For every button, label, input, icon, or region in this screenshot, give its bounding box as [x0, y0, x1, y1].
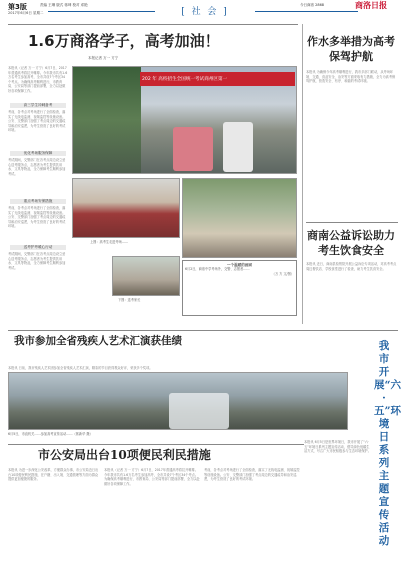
photo-caption-2: 上图：高考生走进考场…… — [90, 240, 129, 244]
headline-rule — [8, 24, 298, 25]
middle-article: 本报讯 日前，我市残疾人艺术团参加全省残疾人艺术汇演，精彩的节目获得观众好评，荣获多个奖项。 — [8, 366, 153, 370]
sidebar-article-1: 本报讯 为确保今年高考顺利进行，我市多部门联动，从考场环境、交通、食品安全、治安等方面采取有力措施，全力为高考保驾护航，营造安全、有序、和谐的考试环境。 — [306, 70, 396, 84]
newspaper-logo: 商洛日报 — [355, 1, 387, 10]
article-text-col1c: 考试期间，交警部门在各考点周边设立爱心送考服务点，志愿者为考生提供饮用水、文具等物品，全力保障考生顺利参加考试。 — [8, 158, 66, 176]
issue-date: 2017年6月6日 星期二 — [8, 11, 44, 15]
police-photo — [182, 178, 297, 258]
bottom-article-col2: 本报讯（记者 万一 方宁）6月7日，2017年普通高考将拉开帷幕。今年我市共有1.6万名考生参加高考，全市共设7个考区34个考点。为确保高考顺利进行，市教育局、公安局等部门提前部署，全力以赴做好各项保障工作。 — [104, 468, 200, 486]
volunteers-photo — [72, 178, 180, 238]
vertical-headline: 我市开展“六·五”环境日系列主题宣传活动 — [374, 340, 402, 547]
main-headline: 1.6万商洛学子，高考加油！ — [28, 32, 220, 50]
bottom-article-col3: 考前，各考点对考场进行了全面检查，落实了无线电监测、视频监控等设施设备。公安、交警部门加强了考点周边的交通疏导和治安巡逻，为考生营造了良好的考试环境。 — [204, 468, 300, 482]
caption-box-title: 一个温暖的画面 — [226, 263, 253, 267]
crowd-figure — [173, 127, 213, 171]
bottom-headline: 市公安局出台10项便民利民措施 — [38, 448, 211, 462]
trees-area — [73, 67, 141, 173]
middle-photo — [8, 372, 348, 430]
column-divider — [302, 24, 303, 324]
parents-photo — [112, 256, 180, 296]
subhead-3: 重点考场安保措施 — [10, 199, 66, 204]
caption-box — [182, 260, 297, 316]
bottom-section-rule — [8, 444, 304, 445]
sidebar-headline-2: 商南公益诉讼助力考生饮食安全 — [307, 229, 395, 257]
crowd-group — [169, 393, 229, 429]
subhead-2: 优化考场服务保障 — [10, 151, 66, 156]
article-text-col1b: 考前，各考点对考场进行了全面检查，落实了无线电监测、视频监控等设施设备。公安、交警部门加强了考点周边的交通疏导和治安巡逻，为考生营造了良好的考试环境。 — [8, 110, 66, 133]
caption-box-text: 6月2日，商洛中学考场外，交警、志愿者…… — [185, 267, 250, 272]
middle-section-rule — [8, 330, 398, 331]
article-text-col1: 本报讯（记者 万一 方宁）6月7日，2017年普通高考将拉开帷幕。今年我市共有1.6万名考生参加高考，全市共设7个考区34个考点。为确保高考顺利进行，市教育局、公安局等部门提前部署，全力以赴做好各项保障工作。 — [8, 66, 68, 93]
middle-photo-caption: 6月5日，市直机关……参加高考宣传活动……（郭新华 摄） — [8, 432, 93, 436]
sidebar-article-2: 本报讯 近日，商南县检察院开展公益诉讼专项活动，对高考考点周边餐饮店、学校食堂进行了检查，助力考生饮食安全。 — [306, 262, 397, 271]
section-title: [ 社 会 ] — [155, 4, 255, 18]
article-text-col1e: 考试期间，交警部门在各考点周边设立爱心送考服务点，志愿者为考生提供饮用水、文具等物品，全力保障考生顺利参加考试。 — [8, 252, 66, 270]
middle-headline: 我市参加全省残疾人艺术汇演获佳绩 — [14, 335, 182, 347]
photo-caption-3: 下图：送考家长 — [118, 298, 141, 302]
section-name: 社 会 — [191, 7, 219, 17]
main-byline: 本报记者 万一 方宁 — [88, 56, 119, 60]
page-number: 第3版 — [8, 3, 27, 11]
editor-credits: 责编 王琳 版式 蒋坤 校对 邓艳 — [40, 3, 88, 7]
caption-box-credit: （万 方 文/图） — [271, 271, 294, 276]
subhead-1: 高三学生冲刺备考 — [10, 103, 66, 108]
header-right-info: 今日商洛 2868 — [300, 3, 325, 7]
vertical-article: 本报讯 6月5日是世界环境日，我市开展了“六·五”环境日系列主题宣传活动，倡导绿色低碳生活方式，号召广大市民积极参与生态环境保护。 — [304, 440, 371, 454]
subhead-4: 送考护考暖心行动 — [10, 245, 66, 250]
photo-banner: 202 年 高校招生全国统一考试商州区第一 — [140, 72, 295, 86]
sidebar-rule — [306, 222, 398, 223]
sidebar-headline-1: 作水多举措为高考保驾护航 — [307, 35, 395, 63]
crowd-figure-2 — [223, 122, 253, 172]
article-text-col1d: 考前，各考点对考场进行了全面检查，落实了无线电监测、视频监控等设施设备。公安、交警部门加强了考点周边的交通疏导和治安巡逻，为考生营造了良好的考试环境。 — [8, 206, 66, 229]
bottom-article-col1: 本报讯 为进一步深化公安改革，方便群众办事，市公安局近日出台10项便民利民措施，在户籍、出入境、交通管理等方面为群众提供更加便捷的服务。 — [8, 468, 99, 482]
